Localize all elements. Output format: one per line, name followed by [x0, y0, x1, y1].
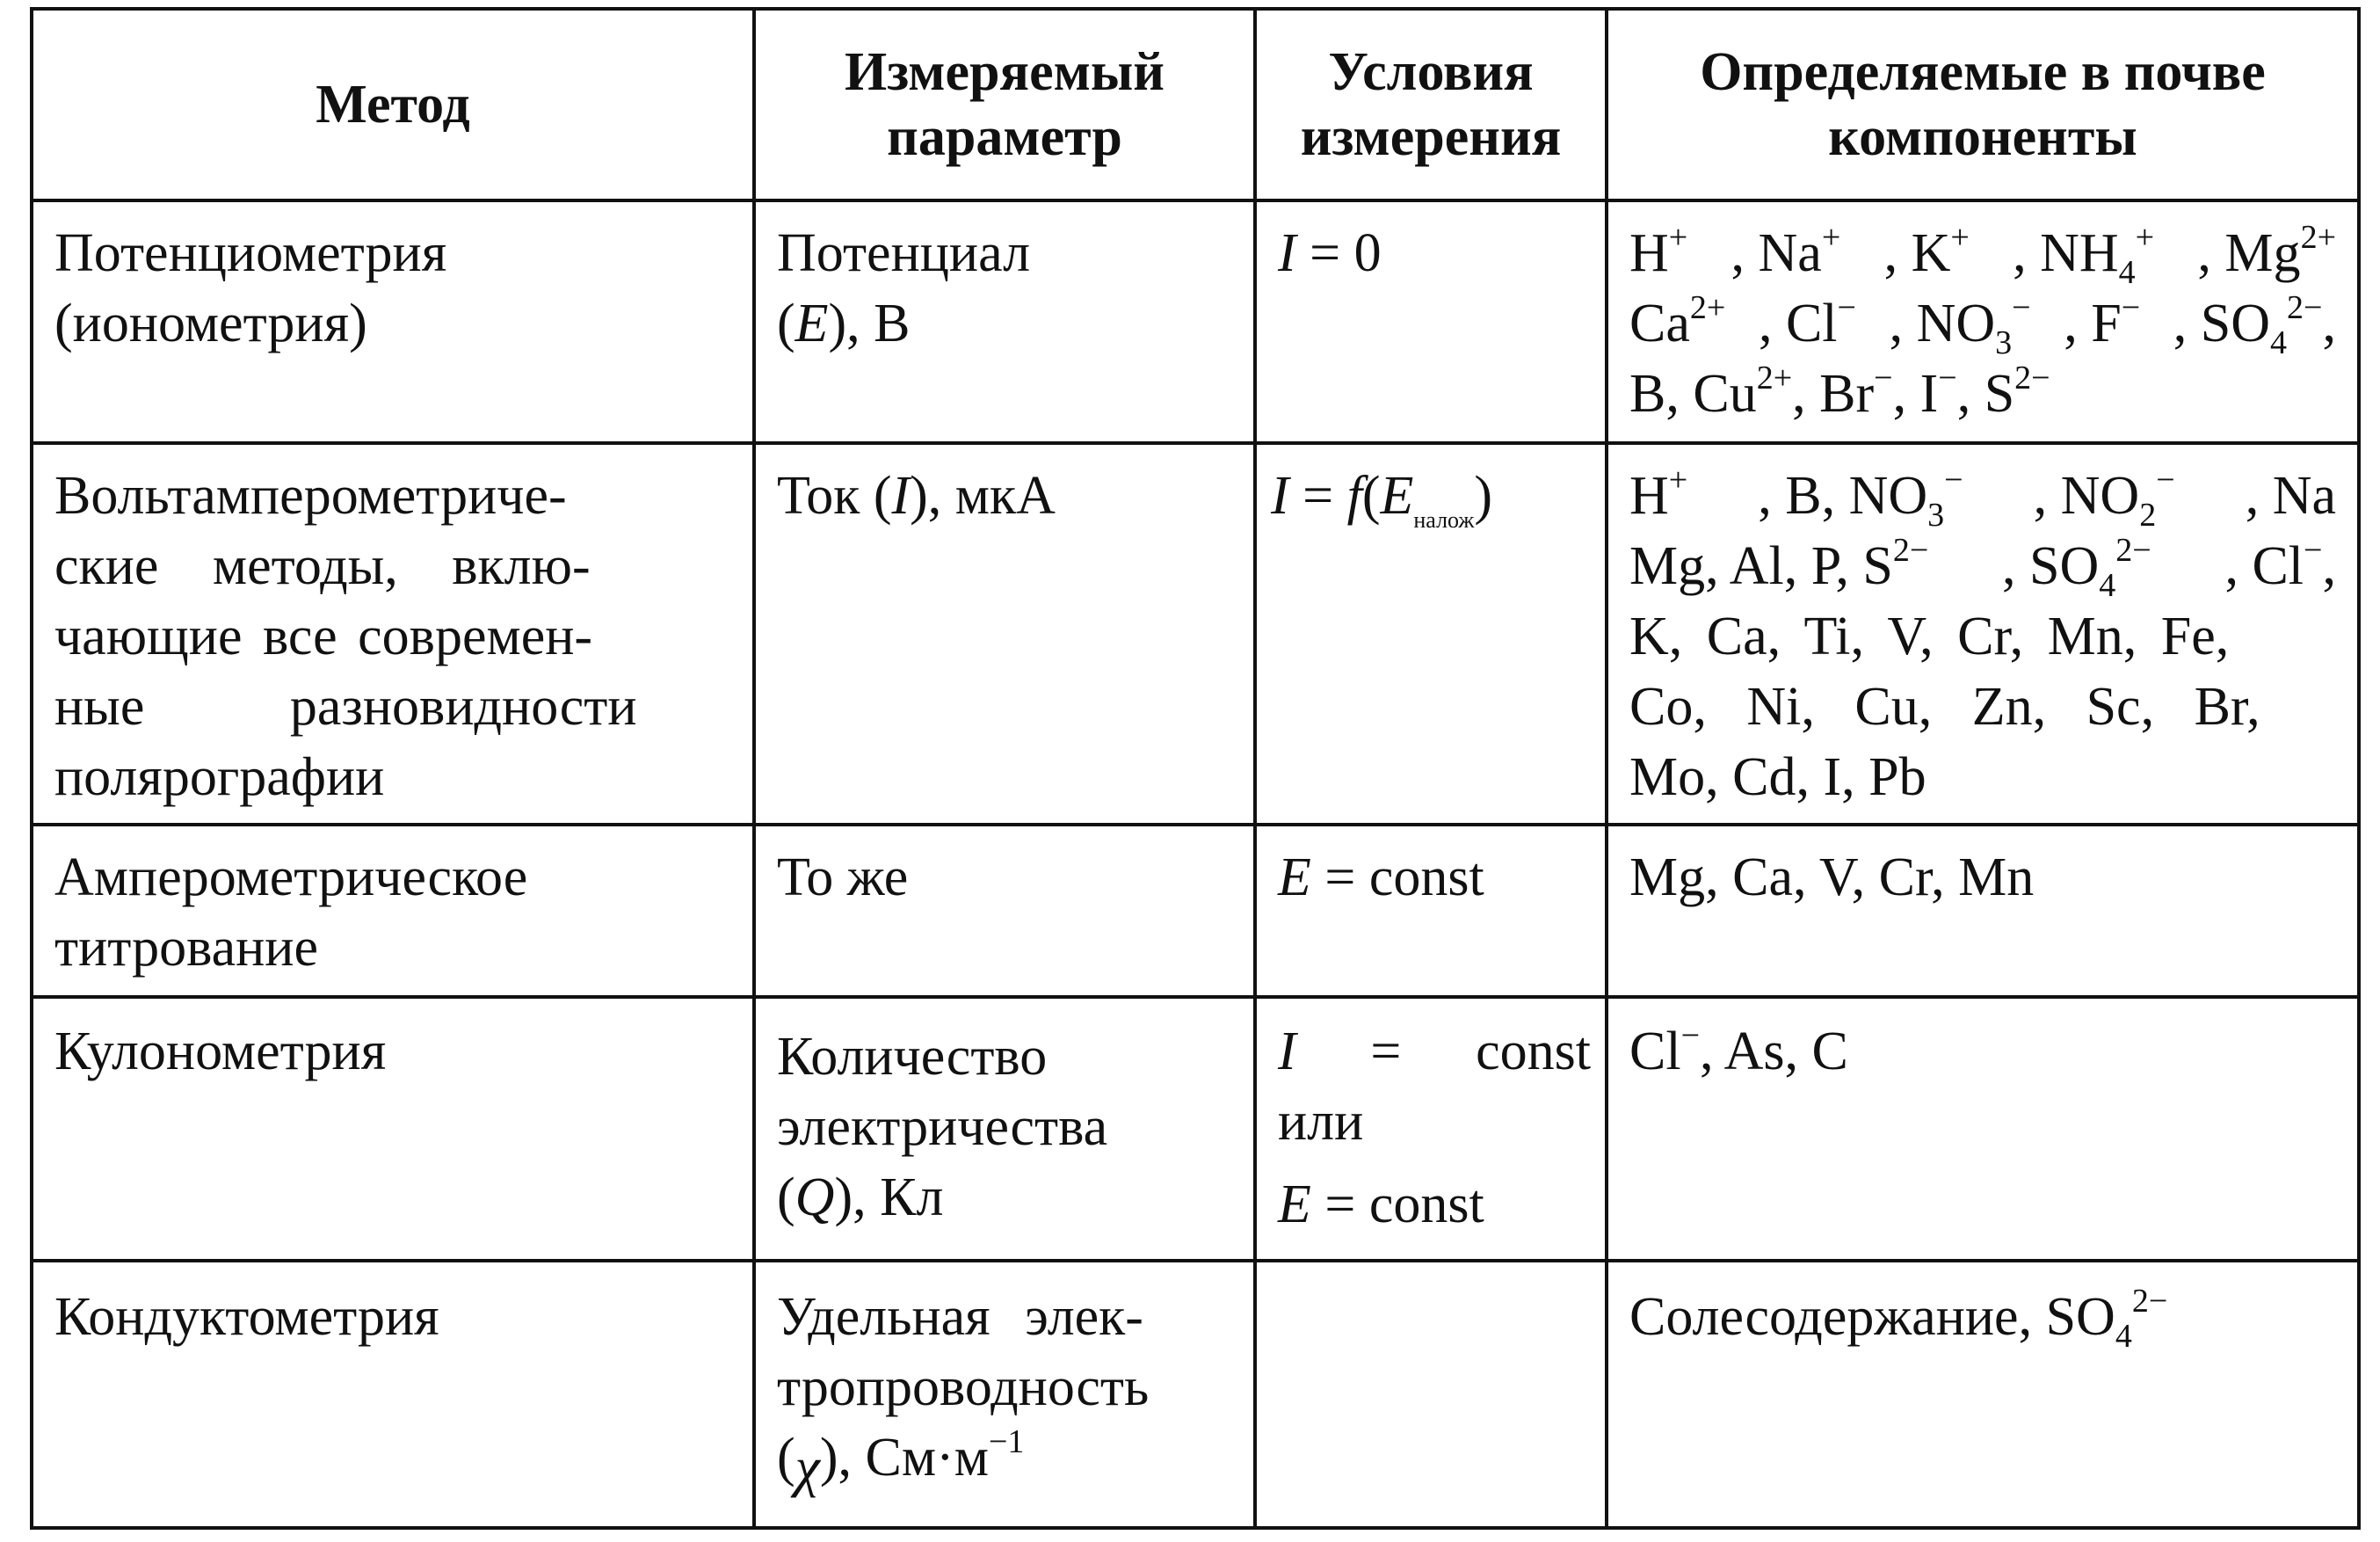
components-cell	[1607, 200, 2359, 443]
method-name-line: титрование	[54, 918, 318, 978]
parameter-symbol: χ	[795, 1436, 820, 1498]
components-line: Mg, Ca, V, Cr, Mn	[1629, 847, 2035, 907]
method-name-line: ные разновидности	[54, 677, 637, 737]
parameter-symbol: E	[795, 294, 829, 353]
method-name-line: Кондуктометрия	[54, 1287, 439, 1347]
header-method: Метод	[32, 9, 754, 200]
parameter-unit: (E), В	[777, 294, 911, 353]
conditions-cell	[1255, 1261, 1607, 1528]
table-row	[32, 997, 2359, 1261]
method-name-line: Амперометрическое	[54, 847, 528, 907]
condition-line: I = const	[1278, 1022, 1591, 1081]
components-line: B, $Cu^{2+}$, Br−, I−, $S^{2-}$	[1629, 360, 2050, 424]
table-row	[32, 443, 2359, 825]
components-line: H+ , Na+ , K+ , $NH_4^+$ , $Mg^{2+}$	[1629, 219, 2336, 291]
parameter-symbol: I	[891, 466, 911, 526]
condition-line: E = const	[1278, 1175, 1484, 1234]
header-components	[1607, 9, 2359, 200]
method-name-line: чающие все современ-	[54, 607, 593, 666]
table-row	[32, 200, 2359, 443]
conditions-cell: E = const	[1255, 825, 1607, 997]
table-row	[32, 825, 2359, 997]
method-name-line: Потенциометрия	[54, 223, 447, 283]
condition-line: или	[1278, 1092, 1364, 1152]
method-name-line: Кулонометрия	[54, 1022, 387, 1081]
conditions-cell	[1255, 997, 1607, 1261]
header-components-line2: компоненты	[1828, 107, 2137, 167]
header-conditions	[1255, 9, 1607, 200]
components-line: $Ca^{2+}$ , Cl− , $NO_3^-$ , F− , $SO_4^{2-}$,	[1629, 289, 2336, 361]
method-cell	[32, 997, 754, 1261]
header-parameter-line2: параметр	[887, 107, 1122, 167]
method-cell	[32, 825, 754, 997]
components-cell	[1607, 443, 2359, 825]
conditions-cell: $I = f(E_{налож})$	[1255, 443, 1607, 825]
components-line: Mo, Cd, I, Pb	[1629, 747, 1926, 807]
method-cell	[32, 1261, 754, 1528]
method-cell	[32, 200, 754, 443]
components-cell: Cl−, As, C	[1607, 997, 2359, 1261]
header-row	[32, 9, 2359, 200]
method-name-line: ские методы, вклю-	[54, 536, 591, 596]
header-parameter	[754, 9, 1255, 200]
header-components-line1: Определяемые в почве	[1700, 42, 2266, 102]
components-line: K, Ca, Ti, V, Cr, Mn, Fe,	[1629, 607, 2230, 666]
parameter-name: Потенциал	[777, 223, 1031, 283]
method-name-line: Вольтамперометриче-	[54, 466, 567, 526]
header-parameter-line1: Измеряемый	[845, 42, 1165, 102]
parameter-cell: Удельная элек- тропроводность (χ), $См\cdot м^{-1}$	[754, 1261, 1255, 1528]
condition-value: = 0	[1295, 223, 1382, 283]
table-row	[32, 1261, 2359, 1528]
methods-table	[30, 7, 2361, 1530]
parameter-cell	[754, 200, 1255, 443]
conditions-cell	[1255, 200, 1607, 443]
components-line: Co, Ni, Cu, Zn, Sc, Br,	[1629, 677, 2260, 737]
header-conditions-line2: измерения	[1300, 107, 1562, 167]
header-conditions-line1: Условия	[1328, 42, 1534, 102]
parameter-cell	[754, 825, 1255, 997]
components-line: H+ , B, $NO_3^-$ , $NO_2^-$ , Na	[1629, 462, 2336, 534]
method-cell	[32, 443, 754, 825]
condition-symbol: I	[1278, 223, 1296, 283]
components-line: Mg, Al, P, $S^{2-}$ , $SO_4^{2-}$ , Cl−,	[1629, 532, 2336, 604]
components-cell	[1607, 825, 2359, 997]
parameter-cell: Ток (I), мкА	[754, 443, 1255, 825]
parameter-name: То же	[777, 847, 909, 907]
parameter-cell: Количество электричества (Q), Кл	[754, 997, 1255, 1261]
method-name-line: полярографии	[54, 747, 385, 807]
parameter-symbol: Q	[795, 1167, 835, 1227]
components-cell: Солесодержание, $SO_4^{2-}$	[1607, 1261, 2359, 1528]
method-name-line: (ионометрия)	[54, 294, 367, 353]
